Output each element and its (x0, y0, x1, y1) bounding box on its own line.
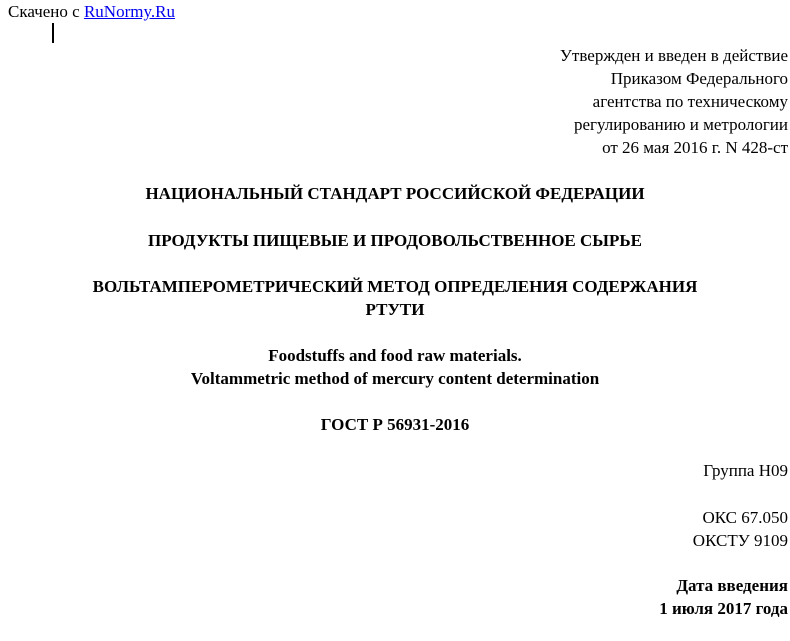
group-code: Группа Н09 (703, 461, 788, 480)
national-standard-title: НАЦИОНАЛЬНЫЙ СТАНДАРТ РОССИЙСКОЙ ФЕДЕРАЦИИ (145, 184, 645, 203)
runormy-link[interactable]: RuNormy.Ru (83, 2, 175, 21)
text-cursor (52, 23, 54, 43)
effective-date-value: 1 июля 2017 года (659, 599, 788, 618)
oks-code: ОКС 67.050 (702, 508, 788, 527)
english-title-line-1: Foodstuffs and food raw materials. (268, 346, 522, 365)
approval-line-3: агентства по техническому (592, 92, 788, 111)
classification-codes (693, 506, 788, 552)
english-title-line-2: Voltammetric method of mercury content determination (190, 369, 600, 388)
product-group-title: ПРОДУКТЫ ПИЩЕВЫЕ И ПРОДОВОЛЬСТВЕННОЕ СЫРЬЕ (148, 231, 642, 250)
approval-line-4: регулированию и метрологии (573, 115, 788, 134)
approval-line-5: от 26 мая 2016 г. N 428-ст (602, 138, 788, 157)
method-title-line-2: РТУТИ (365, 300, 425, 319)
method-title (0, 275, 790, 321)
gost-number: ГОСТ Р 56931-2016 (320, 415, 470, 434)
source-prefix: Скачено с (8, 2, 84, 21)
approval-block (560, 44, 788, 159)
english-title (0, 344, 790, 390)
effective-date-label: Дата введения (676, 576, 788, 595)
source-line (8, 0, 175, 23)
okstu-code: ОКСТУ 9109 (692, 531, 788, 550)
effective-date-block (659, 574, 788, 620)
approval-line-1: Утвержден и введен в действие (559, 46, 788, 65)
approval-line-2: Приказом Федерального (610, 69, 788, 88)
method-title-line-1: ВОЛЬТАМПЕРОМЕТРИЧЕСКИЙ МЕТОД ОПРЕДЕЛЕНИЯ СОДЕРЖАНИЯ (92, 277, 698, 296)
